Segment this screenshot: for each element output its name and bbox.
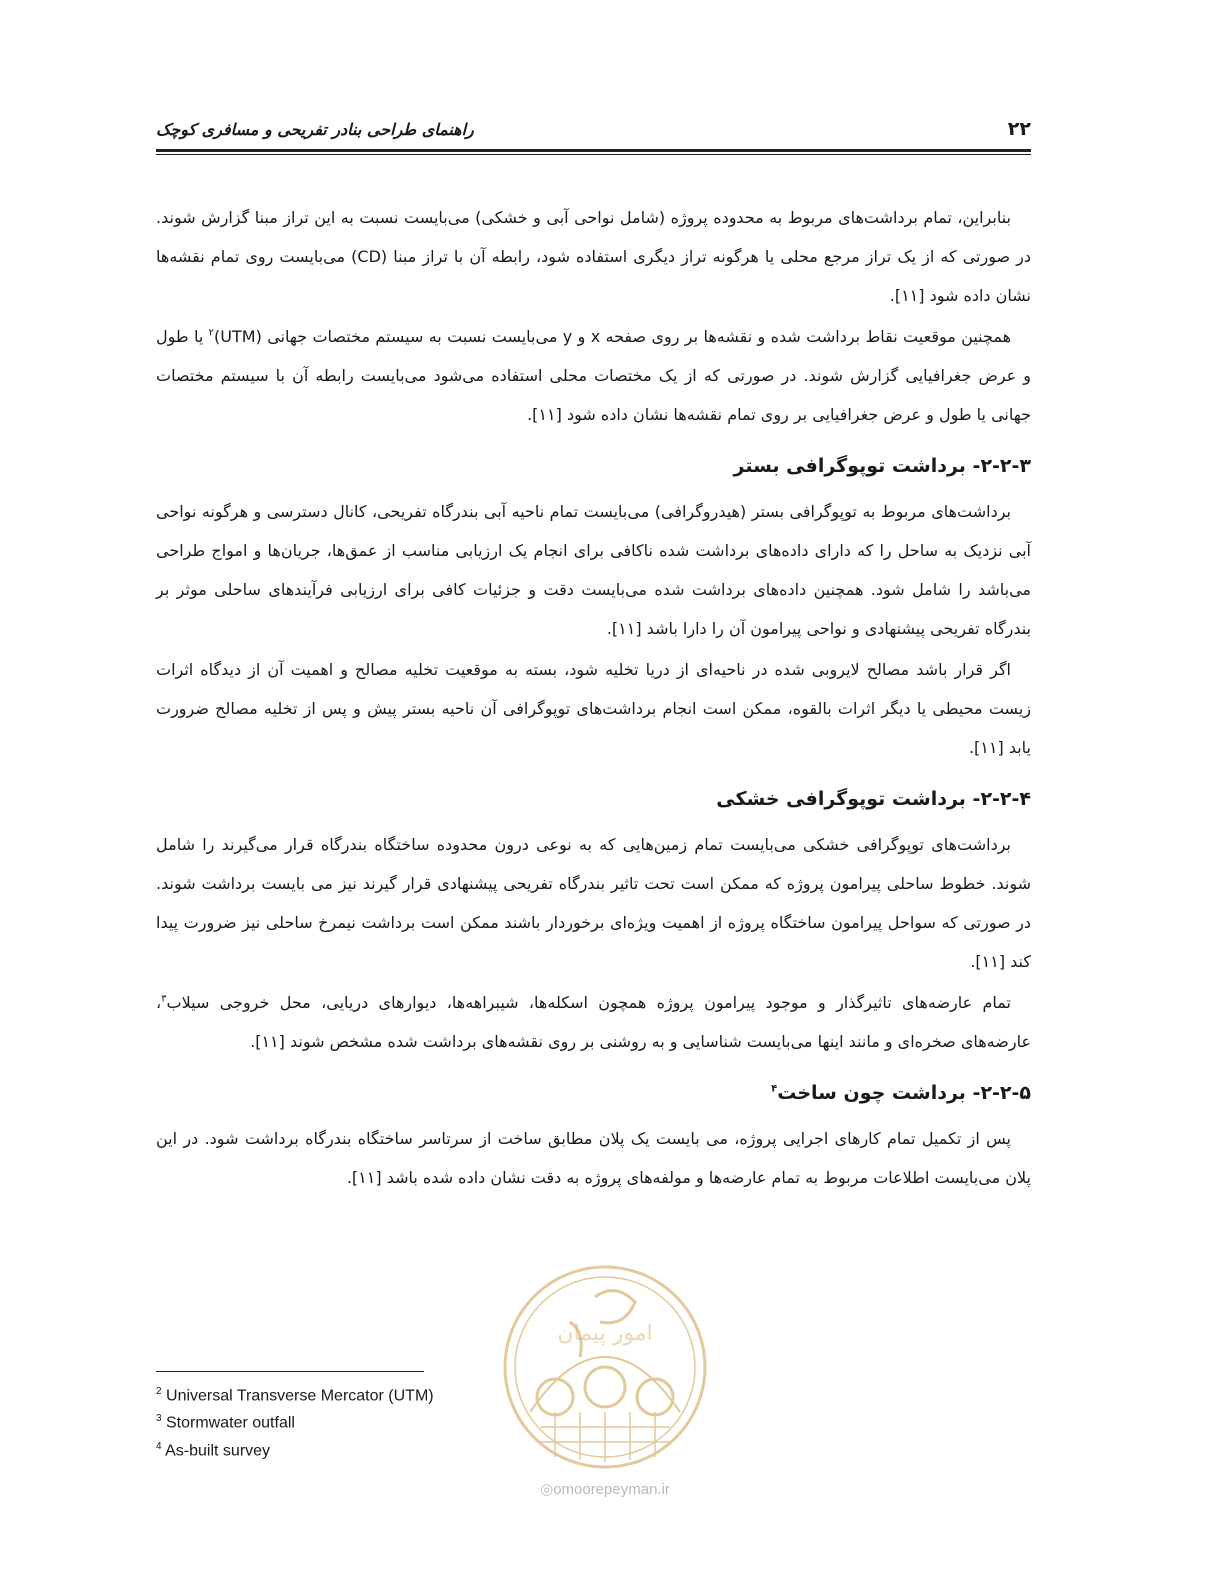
paragraph (156, 983, 1031, 1061)
footnote-ref[interactable]: ۴ (771, 1083, 778, 1095)
running-title: راهنمای طراحی بنادر تفریحی و مسافری کوچک (156, 120, 474, 139)
paragraph: برداشت‌های توپوگرافی خشکی می‌بایست تمام زمین‌هایی که به نوعی درون محدوده ساختگاه بندرگاه قرار می‌گیرند را شامل شوند. خطوط ساحلی پیرامون پروژه که ممکن است تحت تاثیر بندرگاه تفریحی پیشنهادی قرار گیرند نیز می بایست برداشت شوند. در صورتی که سواحل پیرامون ساختگاه پروژه از اهمیت ویژه‌ای برخوردار باشند ممکن است برداشت نیمرخ ساحلی نیز ضرورت پیدا کند [۱۱]. (156, 835, 1031, 971)
watermark-icon: ◎ (540, 1481, 554, 1498)
paragraph-text: همچنین موقعیت نقاط برداشت شده و نقشه‌ها بر روی صفحه x و y می‌بایست نسبت به سیستم مختصات جهانی (UTM) (214, 327, 1012, 346)
section-heading-text: ۲-۲-۵- برداشت چون ساخت (777, 1082, 1031, 1104)
footnote-item (156, 1407, 516, 1434)
footnote-text: Stormwater outfall (161, 1414, 295, 1432)
section-heading (156, 1075, 1031, 1111)
paragraph: برداشت‌های مربوط به توپوگرافی بستر (هیدروگرافی) می‌بایست تمام ناحیه آبی بندرگاه تفریحی، کانال دسترسی و هرگونه نواحی آبی نزدیک به ساحل را که دارای داده‌های برداشت شده ناکافی برای انجام یک ارزیابی مناسب از عمق‌ها، جریان‌ها و امواج طراحی می‌باشد را شامل شود. همچنین داده‌های برداشت شده می‌بایست دقت و جزئیات کافی برای ارزیابی فرآیندهای ساحلی موثر بر بندرگاه تفریحی پیشنهادی و نواحی پیرامون آن را دارا باشد [۱۱]. (156, 502, 1031, 638)
footnote-ref[interactable]: ۳ (161, 993, 167, 1005)
footnote-item (156, 1380, 516, 1407)
section-heading: ۲-۲-۳- برداشت توپوگرافی بستر (733, 455, 1031, 477)
footnotes (156, 1380, 516, 1462)
footnote-text: Universal Transverse Mercator (UTM) (161, 1387, 434, 1405)
watermark-url (505, 1480, 705, 1498)
paragraph-text: ، عارضه‌های صخره‌ای و مانند اینها می‌بایست شناسایی و به روشنی بر روی نقشه‌های برداشت شده مشخص شوند [۱۱]. (156, 993, 1031, 1051)
page-header (156, 118, 1031, 150)
watermark-seal-text: امور پیمان (557, 1321, 653, 1346)
footnote-number: 3 (156, 1413, 162, 1425)
paragraph: پس از تکمیل تمام کارهای اجرایی پروژه، می بایست یک پلان مطابق ساخت از سرتاسر ساختگاه بندرگاه برداشت شود. در این پلان می‌بایست اطلاعات مربوط به تمام عارضه‌ها و مولفه‌های پروژه به دقت نشان داده شده باشد [۱۱]. (156, 1129, 1031, 1187)
footnote-item (156, 1435, 516, 1462)
footnote-rule (156, 1371, 424, 1372)
footnote-number: 2 (156, 1386, 162, 1397)
watermark-url-text: omoorepeyman.ir (553, 1481, 670, 1498)
section-heading: ۲-۲-۴- برداشت توپوگرافی خشکی (716, 788, 1031, 810)
paragraph: بنابراین، تمام برداشت‌های مربوط به محدوده پروژه (شامل نواحی آبی و خشکی) می‌بایست نسبت به این تراز مبنا گزارش شوند. در صورتی که از یک تراز مرجع محلی یا هرگونه تراز دیگری استفاده شود، رابطه آن با تراز مبنا (CD) می‌بایست روی تمام نقشه‌ها نشان داده شود [۱۱]. (156, 208, 1031, 305)
body-text (156, 198, 1031, 1199)
paragraph: اگر قرار باشد مصالح لایروبی شده در ناحیه‌ای از دریا تخلیه شود، بسته به موقعیت تخلیه مصالح و اهمیت آن از دیدگاه اثرات زیست محیطی یا دیگر اثرات بالقوه، ممکن است انجام برداشت‌های توپوگرافی آن ناحیه بستر پیش و پس از تخلیه مصالح ضرورت یابد [۱۱]. (156, 660, 1031, 757)
paragraph-text: یا طول و عرض جغرافیایی گزارش شوند. در صورتی که از یک مختصات محلی استفاده می‌شود می‌بایست رابطه آن با سیستم مختصات جهانی یا طول و عرض جغرافیایی بر روی تمام نقشه‌ها نشان داده شود [۱۱]. (156, 327, 1031, 424)
footnote-ref[interactable]: ۲ (208, 327, 215, 339)
footnote-number: 4 (156, 1440, 162, 1452)
paragraph-text: تمام عارضه‌های تاثیرگذار و موجود پیرامون پروژه همچون اسکله‌ها، شیبراهه‌ها، دیوارهای دریایی، محل خروجی سیلاب (166, 993, 1011, 1012)
paragraph (156, 317, 1031, 434)
header-rule (156, 149, 1031, 152)
header-rule-thin (156, 154, 1031, 155)
page-number: ۲۲ (1007, 118, 1031, 140)
footnote-text: As-built survey (161, 1441, 271, 1459)
watermark-seal-icon (500, 1262, 710, 1472)
